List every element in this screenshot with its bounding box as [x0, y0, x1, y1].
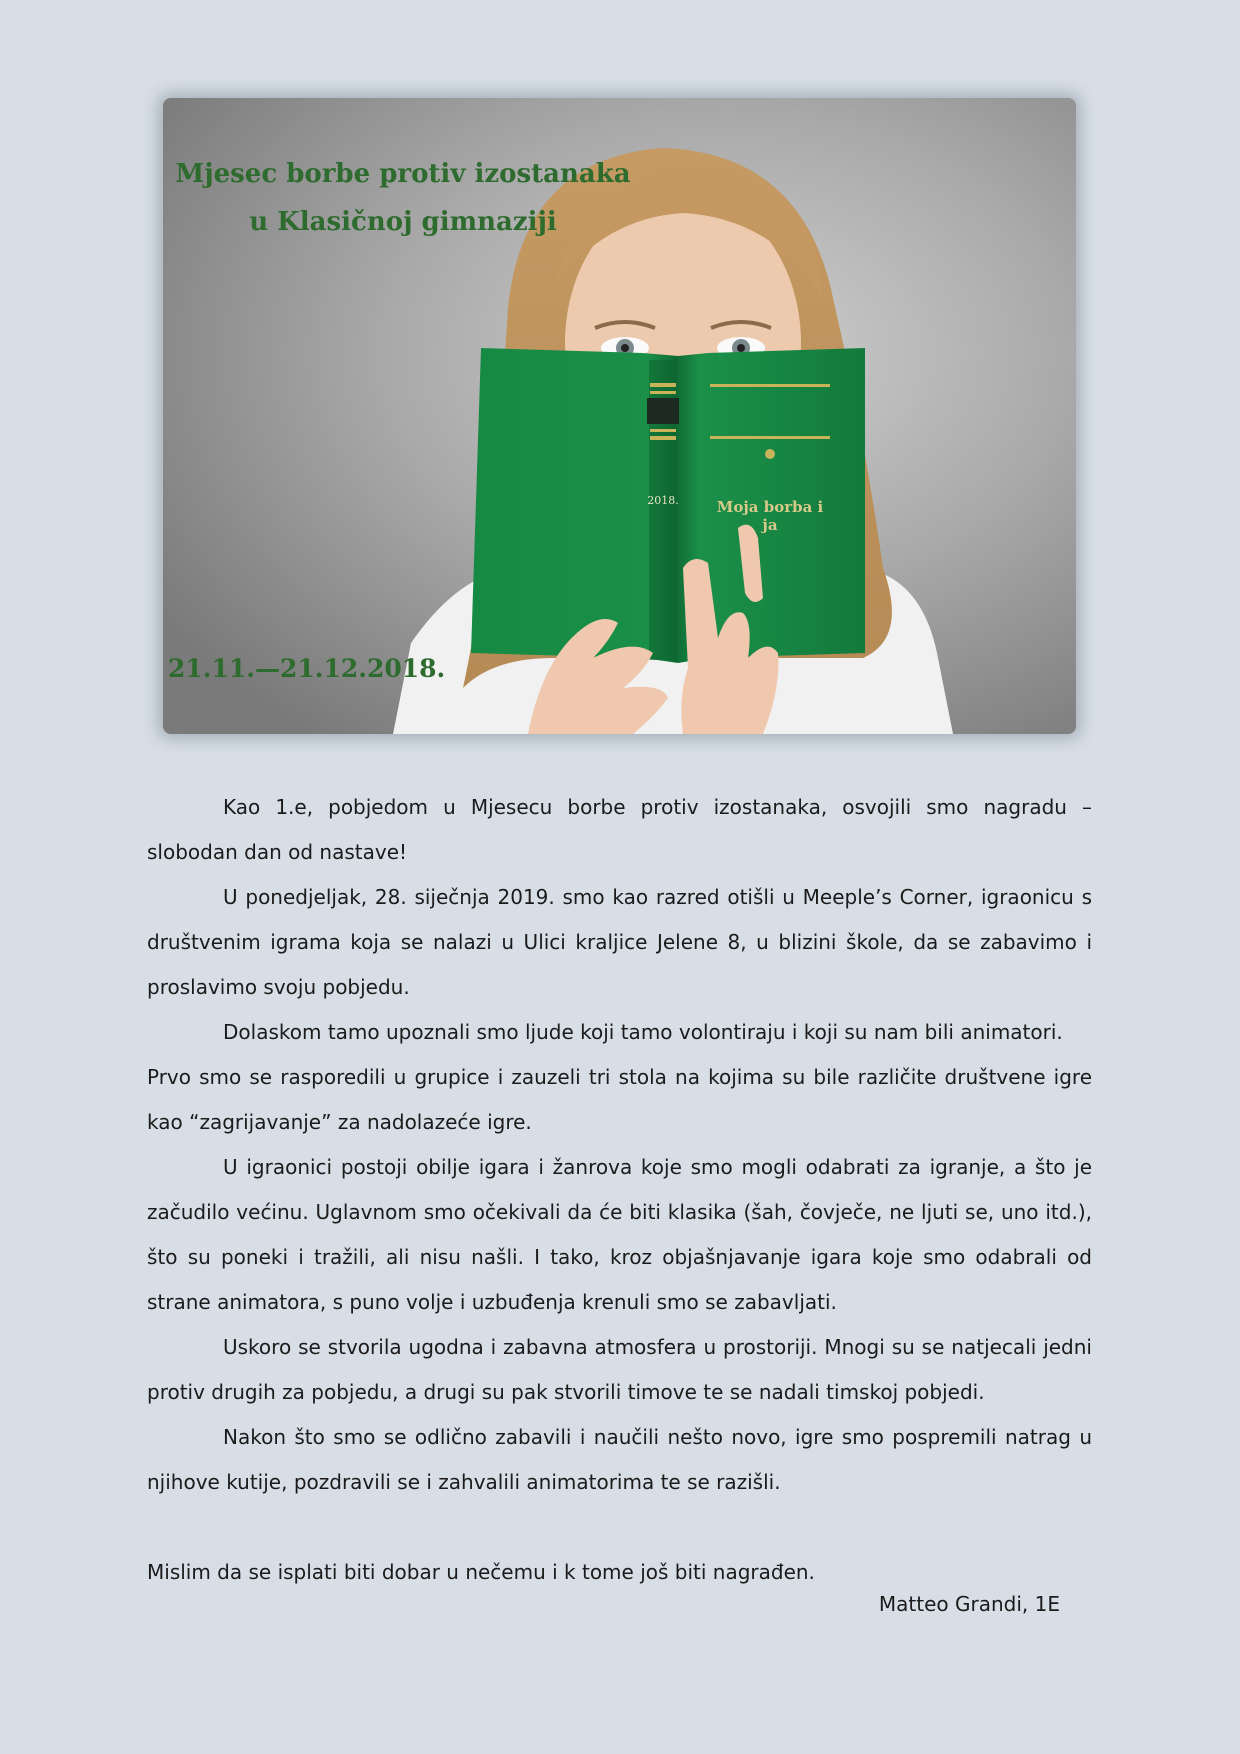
paragraph: U igraonici postoji obilje igara i žanrova koje smo mogli odabrati za igranje, a što je začudilo većinu. Uglavnom smo očekivali da će biti klasika (šah, čovječe, ne ljuti se, uno itd.), što su poneki i tražili, ali nisu našli. I tako, kroz objašnjavanje igara koje smo odabrali od strane animatora, s puno volje i uzbuđenja krenuli smo se zabavljati.: [147, 1155, 1092, 1314]
article-body: [147, 785, 1092, 1595]
book-spine-label: 2018.: [647, 494, 679, 507]
hero-title-line-1: Mjesec borbe protiv izostanaka: [175, 159, 631, 189]
book-cover-title: Moja borba i ja: [716, 498, 824, 534]
paragraph: Kao 1.e, pobjedom u Mjesecu borbe protiv izostanaka, osvojili smo nagradu – slobodan dan od nastave!: [147, 795, 1092, 864]
author-signature: Matteo Grandi, 1E: [878, 1592, 1060, 1616]
closing-sentence: Mislim da se isplati biti dobar u nečemu i k tome još biti nagrađen.: [147, 1560, 815, 1584]
paragraph: Nakon što smo se odlično zabavili i naučili nešto novo, igre smo pospremili natrag u njihove kutije, pozdravili se i zahvalili animatorima te se razišli.: [147, 1425, 1092, 1494]
hero-title-line-2: u Klasičnoj gimnaziji: [249, 207, 557, 237]
paragraph: Dolaskom tamo upoznali smo ljude koji tamo volontiraju i koji su nam bili animatori.: [223, 1020, 1063, 1044]
hero-banner: [163, 98, 1076, 734]
paragraph: Uskoro se stvorila ugodna i zabavna atmosfera u prostoriji. Mnogi su se natjecali jedni protiv drugih za pobjedu, a drugi su pak stvorili timove te se nadali timskoj pobjedi.: [147, 1335, 1092, 1404]
paragraph: U ponedjeljak, 28. siječnja 2019. smo kao razred otišli u Meeple’s Corner, igraonicu s društvenim igrama koja se nalazi u Ulici kraljice Jelene 8, u blizini škole, da se zabavimo i proslavimo svoju pobjedu.: [147, 885, 1092, 999]
hero-dates: 21.11.—21.12.2018.: [168, 654, 446, 683]
hero-title: [163, 150, 643, 246]
paragraph: Prvo smo se rasporedili u grupice i zauzeli tri stola na kojima su bile različite društvene igre kao “zagrijavanje” za nadolazeće igre.: [147, 1065, 1092, 1134]
